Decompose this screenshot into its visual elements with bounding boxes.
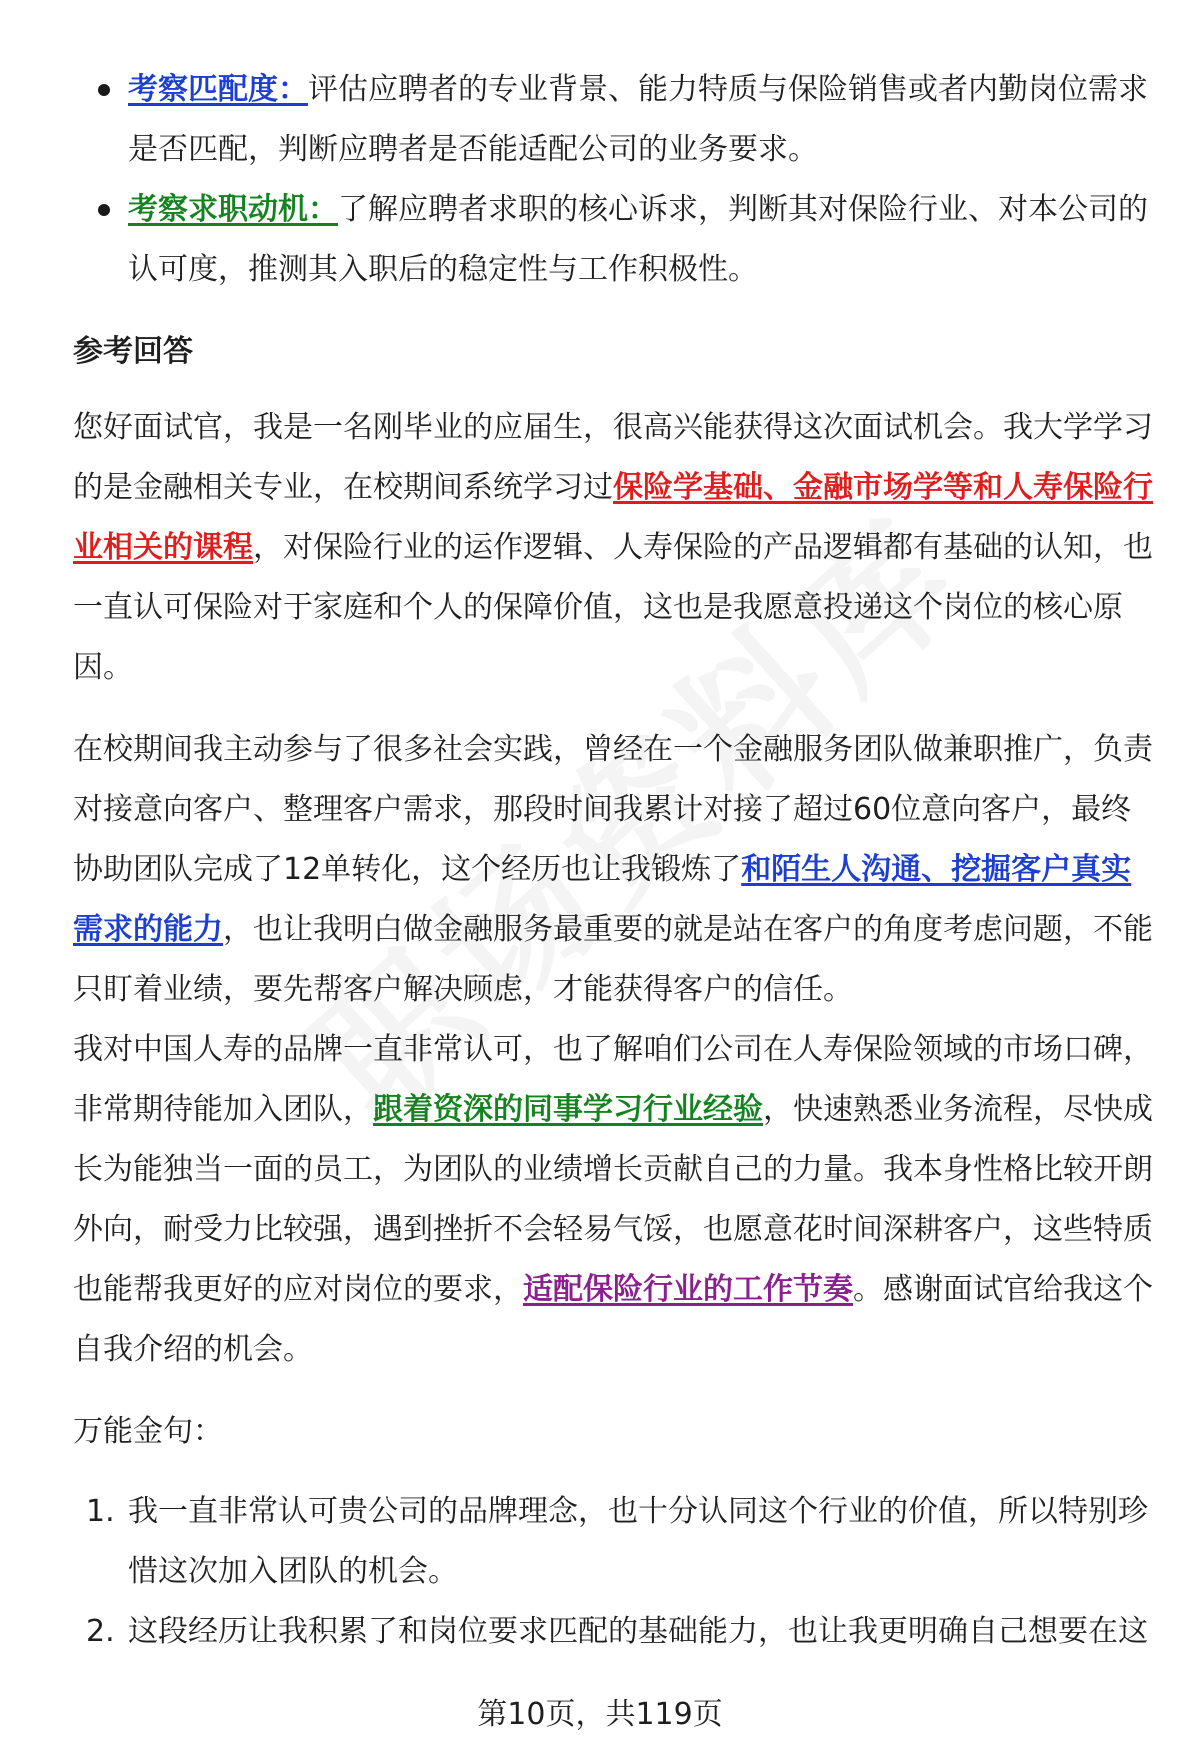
bullet-item-match [73, 60, 1153, 180]
section-heading: 参考回答 [73, 334, 193, 369]
answer-p3-text-before: 我对中国人寿的品牌一直非常认可，也了解咱们公司在人寿保险领域的市场口碑，非常期待能加入团队， [73, 1032, 1153, 1127]
bullet-text-motivation: 了解应聘者求职的核心诉求，判断其对保险行业、对本公司的认可度，推测其入职后的稳定性与工作积极性。 [128, 192, 1148, 287]
bullet-item-motivation [73, 180, 1153, 300]
answer-p3-text-middle: ，快速熟悉业务流程，尽快成长为能独当一面的员工，为团队的业绩增长贡献自己的力量。我本身性格比较开朗外向，耐受力比较强，遇到挫折不会轻易气馁，也愿意花时间深耕客户，这些特质也能帮我更好的应对岗位的要求， [73, 1092, 1153, 1307]
answer-p2-text-after: ，也让我明白做金融服务最重要的就是站在客户的角度考虑问题，不能只盯着业绩，要先帮客户解决顾虑，才能获得客户的信任。 [73, 912, 1153, 1007]
bullet-dot-icon [98, 84, 110, 96]
bullet-label-motivation: 考察求职动机： [128, 192, 338, 227]
answer-paragraph-1 [73, 398, 1153, 698]
bullet-dot-icon [98, 204, 110, 216]
answer-p1-highlight: 保险学基础、金融市场学等和人寿保险行业相关的课程 [73, 470, 1153, 565]
bullet-text-match: 评估应聘者的专业背景、能力特质与保险销售或者内勤岗位需求是否匹配，判断应聘者是否能适配公司的业务要求。 [128, 72, 1148, 167]
answer-paragraph-3 [73, 1020, 1153, 1380]
evaluation-bullet-list [73, 60, 1153, 300]
golden-sentence-text: 这段经历让我积累了和岗位要求匹配的基础能力，也让我更明确自己想要在这 [128, 1614, 1148, 1649]
answer-p2-text-before: 在校期间我主动参与了很多社会实践，曾经在一个金融服务团队做兼职推广，负责对接意向客户、整理客户需求，那段时间我累计对接了超过60位意向客户，最终协助团队完成了12单转化，这个经历也让我锻炼了 [73, 732, 1153, 887]
page-content [73, 60, 1153, 1662]
answer-p3-highlight-1: 跟着资深的同事学习行业经验 [373, 1092, 763, 1127]
answer-p3-highlight-2: 适配保险行业的工作节奏 [523, 1272, 853, 1307]
bullet-label-match: 考察匹配度： [128, 72, 308, 107]
answer-paragraph-2 [73, 720, 1153, 1020]
answer-p2-highlight: 和陌生人沟通、挖掘客户真实需求的能力 [73, 852, 1132, 947]
golden-sentence-item [73, 1602, 1153, 1662]
golden-sentences-list [73, 1482, 1153, 1662]
page-number-footer: 第10页，共119页 [477, 1697, 723, 1732]
answer-p1-text-after: ，对保险行业的运作逻辑、人寿保险的产品逻辑都有基础的认知，也一直认可保险对于家庭和个人的保障价值，这也是我愿意投递这个岗位的核心原因。 [73, 530, 1153, 685]
golden-sentence-number: 2. [86, 1614, 115, 1649]
golden-sentence-number: 1. [86, 1494, 115, 1529]
answer-p1-text-before: 您好面试官，我是一名刚毕业的应届生，很高兴能获得这次面试机会。我大学学习的是金融相关专业，在校期间系统学习过 [73, 410, 1153, 505]
golden-sentences-title: 万能金句： [73, 1414, 223, 1449]
golden-sentence-item [73, 1482, 1153, 1602]
golden-sentence-text: 我一直非常认可贵公司的品牌理念，也十分认同这个行业的价值，所以特别珍惜这次加入团队的机会。 [128, 1494, 1148, 1589]
answer-p3-text-after: 。感谢面试官给我这个自我介绍的机会。 [73, 1272, 1153, 1367]
